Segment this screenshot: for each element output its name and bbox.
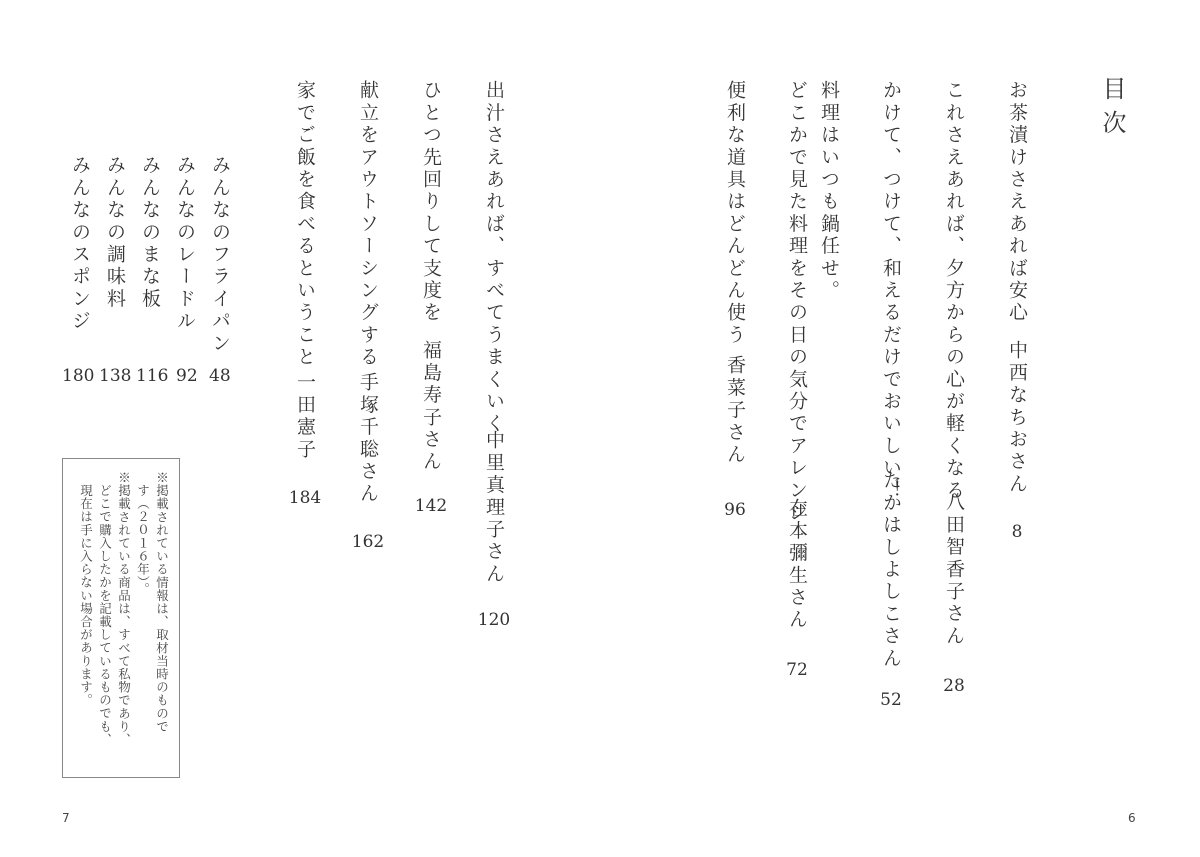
toc-entry-title: 出汁さえあれば、すべてうまくいく xyxy=(483,80,505,436)
note-line: 現在は手に入らない場合があります。 xyxy=(78,484,94,707)
toc-entry-author: たかはしよしこさん xyxy=(880,470,902,670)
toc-entry-title: 料理はいつも鍋任せ。 xyxy=(818,80,840,302)
note-line: す（２０１６年）。 xyxy=(135,484,151,596)
minna-entry-page: 180 xyxy=(62,366,95,386)
note-line: どこで購入したかを記載しているものでも、 xyxy=(97,484,113,746)
toc-entry-author: 中里真理子さん xyxy=(483,430,505,586)
minna-entry-title: みんなのフライパン xyxy=(209,155,231,355)
page-number-left: 7 xyxy=(62,811,70,825)
toc-entry-page: 120 xyxy=(477,610,511,630)
note-box xyxy=(62,458,180,778)
toc-entry-author: 中西なちおさん xyxy=(1006,340,1028,496)
minna-entry-title: みんなのスポンジ xyxy=(69,155,91,333)
toc-entry-author: 香菜子さん xyxy=(724,355,746,466)
minna-entry-title: みんなのレードル xyxy=(174,155,196,333)
toc-entry-page: 96 xyxy=(724,500,746,520)
toc-entry-page: 142 xyxy=(414,496,448,516)
toc-entry-author: 手塚千聡さん xyxy=(357,372,379,506)
note-line: ※掲載されている商品は、すべて私物であり、 xyxy=(116,471,132,747)
toc-entry-title: ひとつ先回りして支度を xyxy=(420,80,442,325)
toc-entry-author: 在本彌生さん xyxy=(786,498,808,632)
minna-entry-page: 48 xyxy=(209,366,231,386)
toc-entry-title: 献立をアウトソーシングする xyxy=(357,80,379,369)
toc-entry-title: お茶漬けさえあれば安心 xyxy=(1006,80,1028,325)
toc-entry-page: 8 xyxy=(1011,522,1023,542)
toc-entry-author: 福島寿子さん xyxy=(420,340,442,474)
minna-entry-page: 138 xyxy=(99,366,132,386)
minna-entry-page: 116 xyxy=(136,366,169,386)
toc-entry-title: 便利な道具はどんどん使う xyxy=(724,80,746,347)
minna-entry-title: みんなのまな板 xyxy=(139,155,161,311)
toc-entry-author: 一田憲子 xyxy=(294,372,316,461)
toc-entry-page: 52 xyxy=(880,690,902,710)
minna-entry-title: みんなの調味料 xyxy=(104,155,126,311)
minna-entry-page: 92 xyxy=(176,366,198,386)
page-number-right: 6 xyxy=(1128,811,1136,825)
toc-entry-page: 162 xyxy=(351,532,385,552)
toc-entry-title: これさえあれば、夕方からの心が軽くなる xyxy=(943,80,965,502)
toc-entry-title: 家でご飯を食べるということ xyxy=(294,80,316,369)
toc-entry-page: 184 xyxy=(288,488,322,508)
toc-title: 目次 xyxy=(1098,76,1126,144)
toc-entry-page: 72 xyxy=(786,660,808,680)
toc-entry-author: 八田智香子さん xyxy=(943,492,965,648)
toc-entry-title: かけて、つけて、和えるだけでおいしい！ xyxy=(880,80,902,502)
toc-entry-page: 28 xyxy=(943,676,965,696)
toc-entry-title: どこかで見た料理をその日の気分でアレンジ xyxy=(786,80,808,524)
note-line: ※掲載されている情報は、取材当時のもので xyxy=(154,471,170,733)
